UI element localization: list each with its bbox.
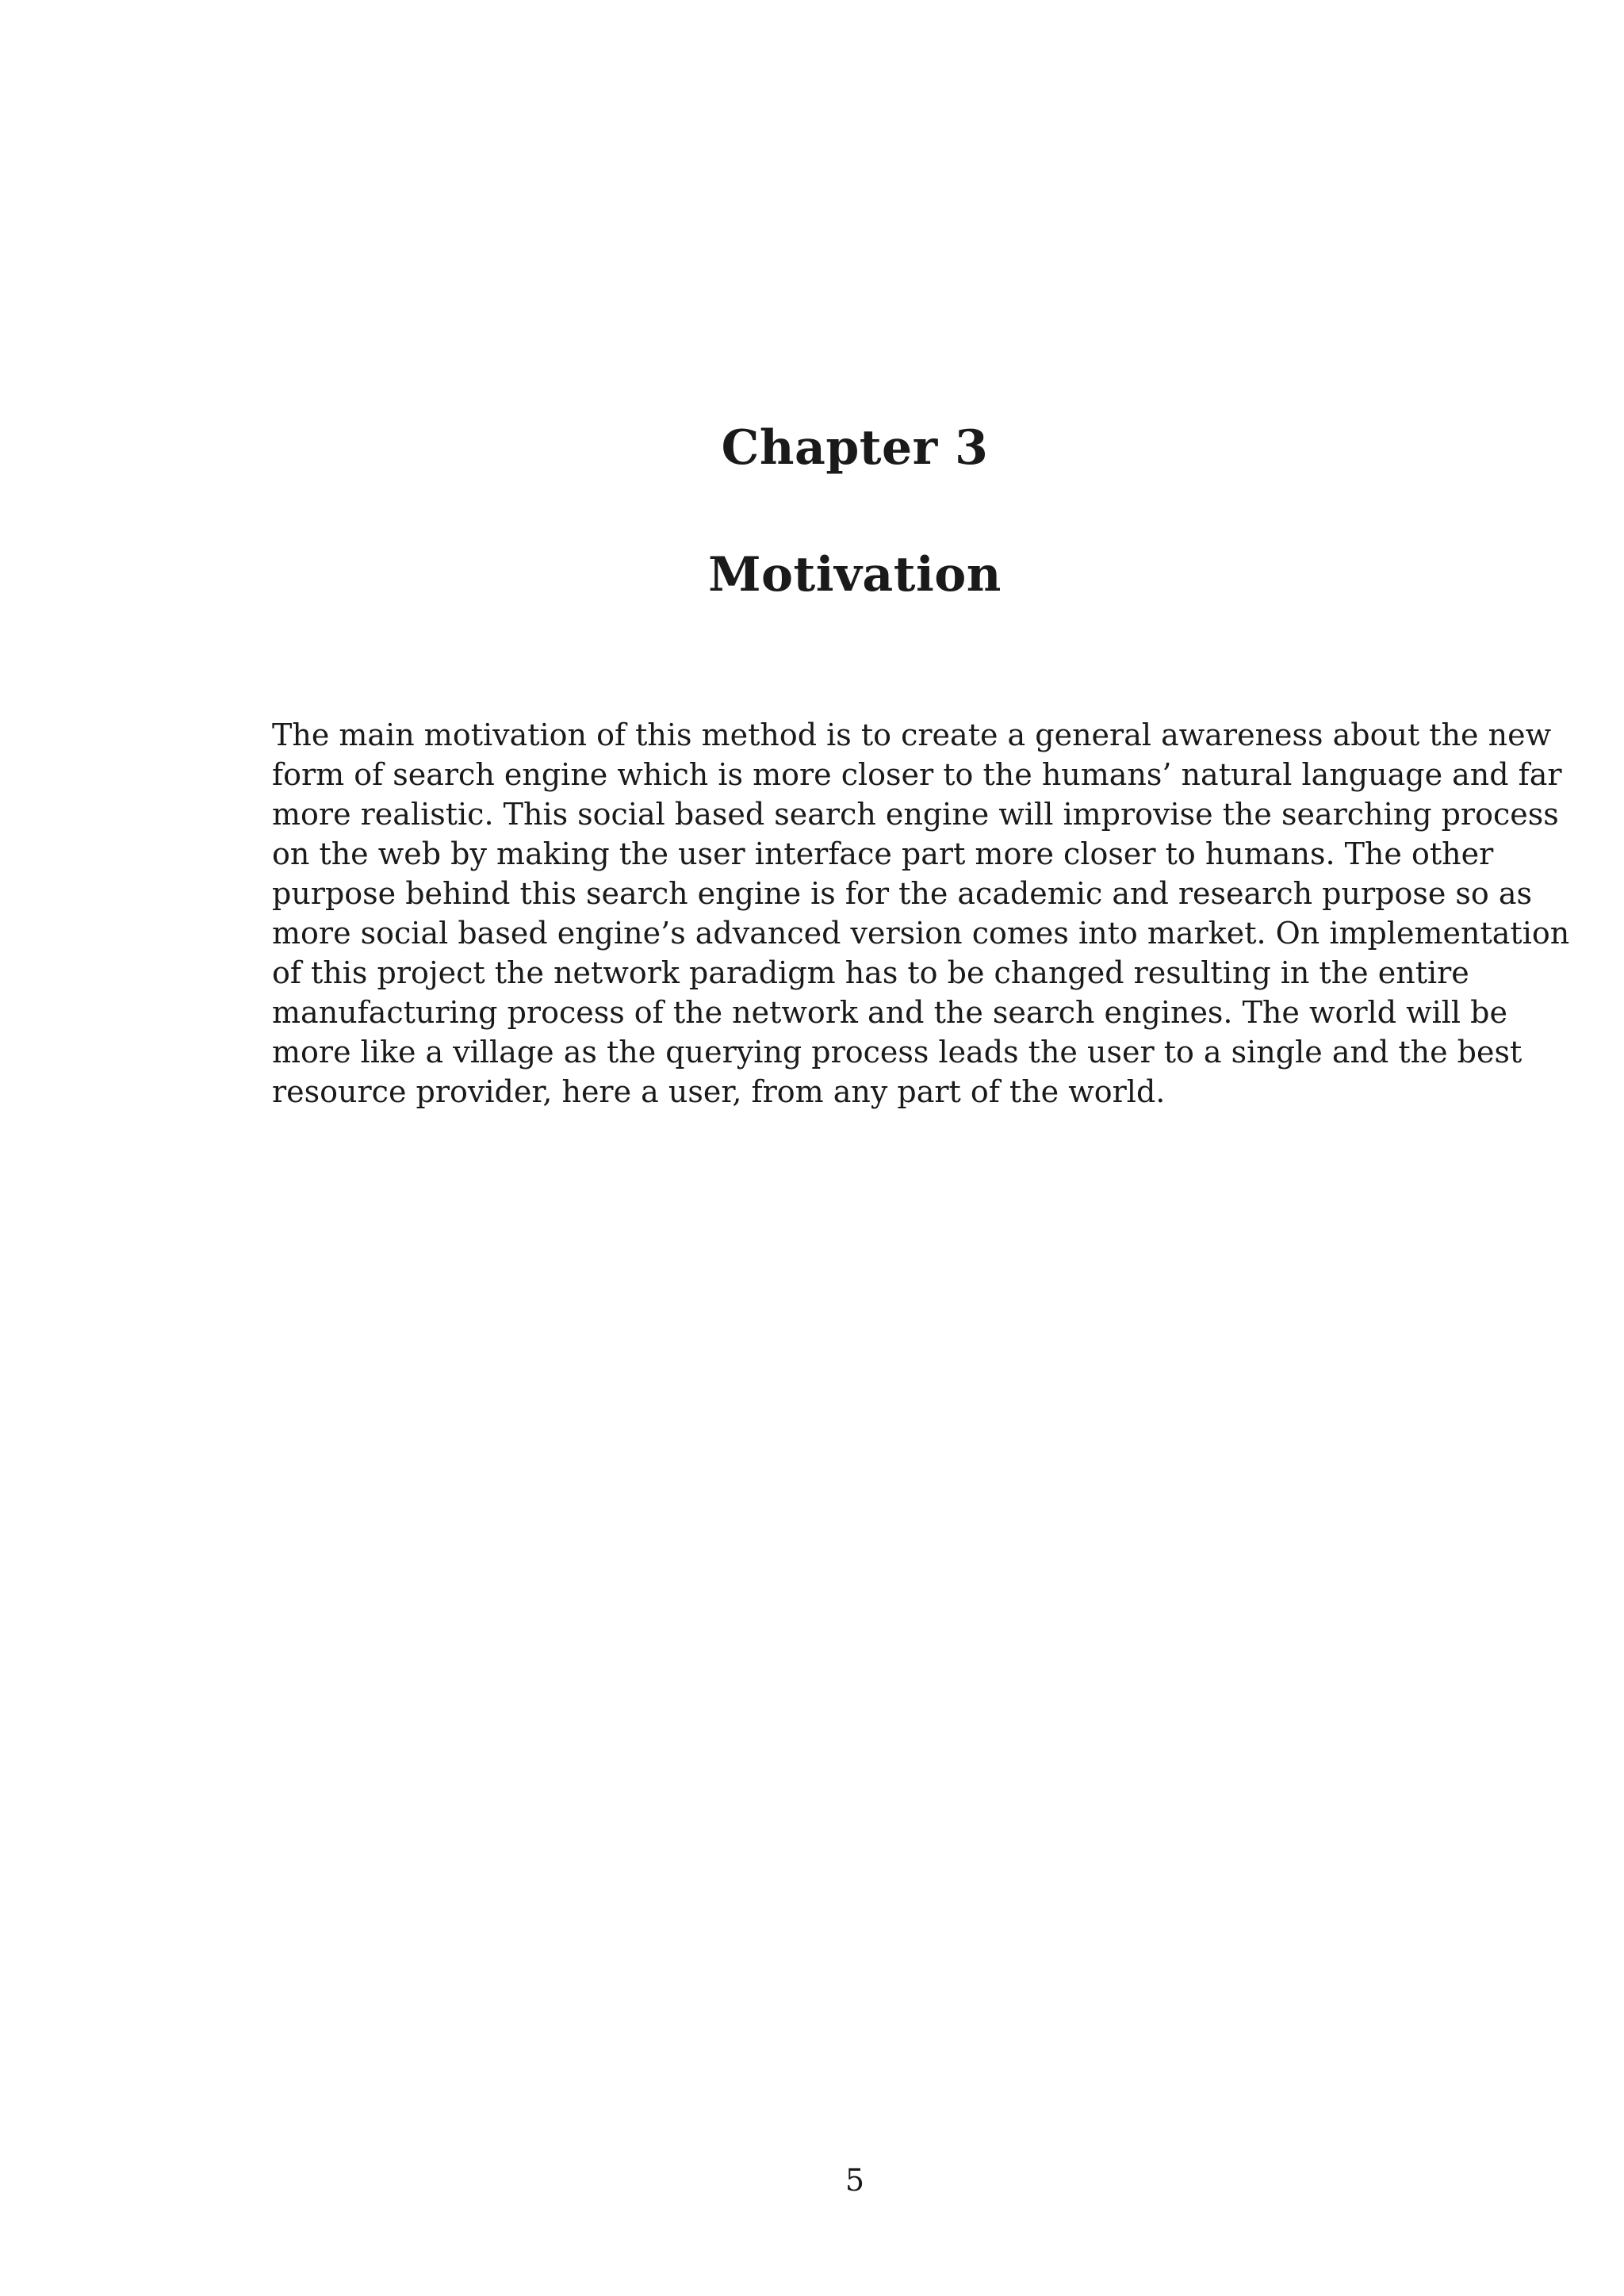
body-paragraph (272, 715, 1570, 1112)
paragraph-line: more realistic. This social based search engine will improvise the searching process (272, 797, 1559, 832)
paragraph-line: form of search engine which is more closer to the humans’ natural language and far (272, 757, 1562, 792)
paragraph-line: purpose behind this search engine is for the academic and research purpose so as (272, 876, 1533, 911)
page-number: 5 (845, 2163, 865, 2198)
paragraph-line: more like a village as the querying process leads the user to a single and the best (272, 1035, 1522, 1070)
chapter-label: Chapter 3 (721, 420, 989, 476)
paragraph-line: more social based engine’s advanced version comes into market. On implementation (272, 916, 1570, 951)
paragraph-line: of this project the network paradigm has to be changed resulting in the entire (272, 955, 1469, 990)
paragraph-line: on the web by making the user interface part more closer to humans. The other (272, 836, 1494, 871)
paragraph-line: resource provider, here a user, from any part of the world. (272, 1074, 1166, 1109)
paragraph-line: manufacturing process of the network and the search engines. The world will be (272, 995, 1507, 1030)
paragraph-line: The main motivation of this method is to create a general awareness about the new (272, 718, 1552, 752)
chapter-title: Motivation (708, 547, 1002, 603)
